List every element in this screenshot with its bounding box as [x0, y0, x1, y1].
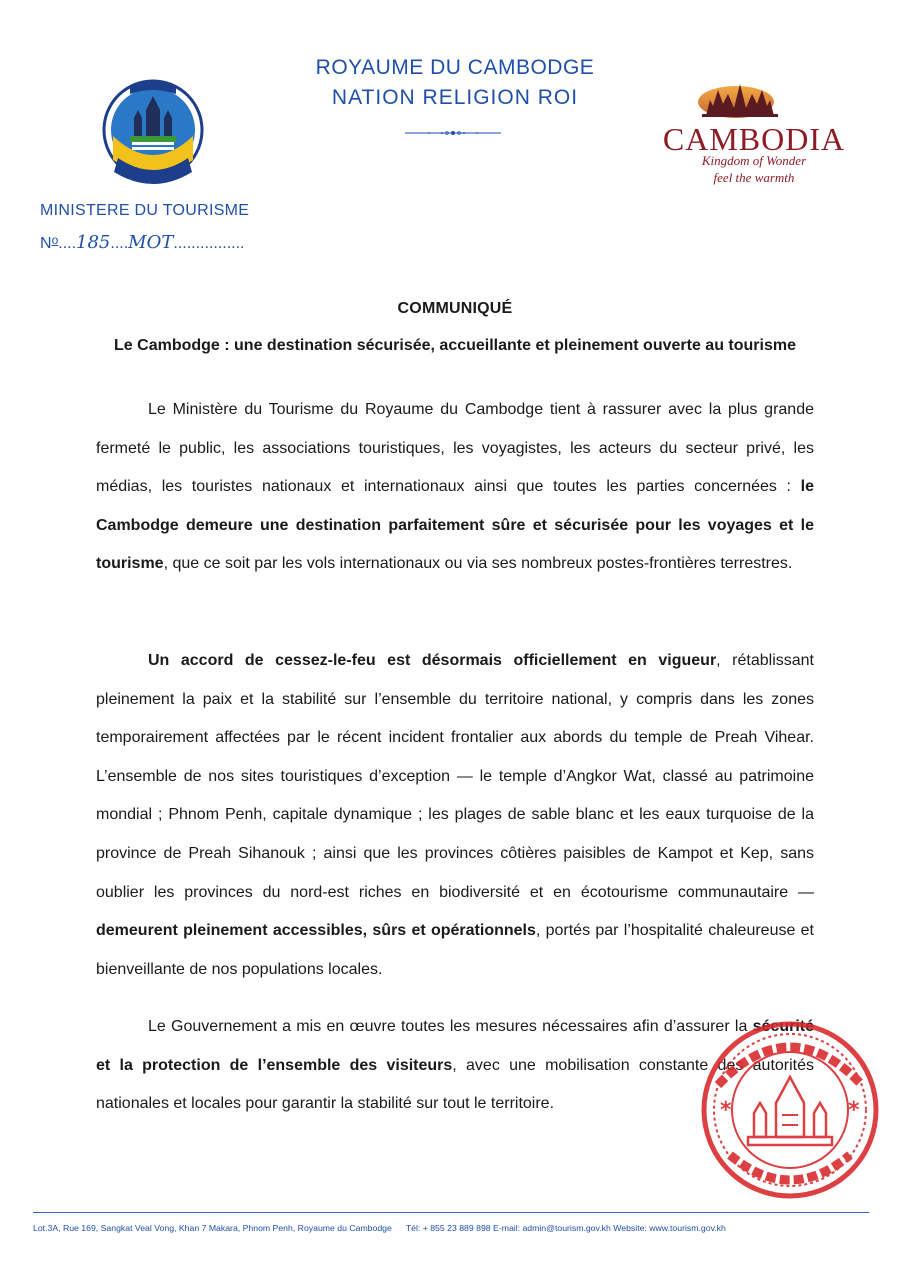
- p3-text-a: Le Gouvernement a mis en œuvre toutes les mesures nécessaires afin d’assurer la: [148, 1018, 753, 1035]
- ref-dots-3: ................: [173, 235, 245, 252]
- p1-text-a: Le Ministère du Tourisme du Royaume du Cambodge tient à rassurer avec la plus grande fermeté le public, les associations touristiques, les voyagistes, les acteurs du secteur privé, les médias, les touristes nationaux et internationaux ainsi que toutes les parties concernées :: [96, 401, 814, 496]
- reference-number: [40, 232, 245, 253]
- p1-text-c: , que ce soit par les vols internationaux ou via ses nombreux postes-frontières terrestres.: [163, 555, 793, 573]
- p2-text-d: , portés par l’hospitalité chaleureuse et bienveillante de nos populations locales.: [96, 922, 815, 978]
- document-title: COMMUNIQUÉ: [397, 300, 513, 317]
- p2-bold-a: Un accord de cessez-le-feu est désormais officiellement en vigueur: [148, 652, 717, 669]
- p3-text-c: , avec une mobilisation constante des autorités nationales et locales pour garantir la stabilité sur tout le territoire.: [96, 1056, 815, 1113]
- kingdom-line-2: NATION RELIGION ROI: [331, 86, 579, 109]
- logo-tagline: Kingdom of Wonder: [701, 153, 807, 168]
- document-subtitle: Le Cambodge : une destination sécurisée, accueillante et pleinement ouverte au tourisme: [114, 337, 796, 354]
- p2-text-b: , rétablissant pleinement la paix et la stabilité sur l’ensemble du territoire national, y compris dans les zones temporairement affectées par le récent incident frontalier aux abords du temple de Preah Vihear. L’ensemble de nos sites touristiques d’exception — le temple d’Angkor Wat, classé au patrimoine mondial ; Phnom Penh, capitale dynamique ; les plages de sable blanc et les eaux turquoise de la province de Preah Sihanouk ; ainsi que les provinces côtières paisibles de Kampot et Kep, sans oublier les provinces du nord-est riches en biodiversité et en écotourisme communautaire —: [96, 652, 814, 901]
- svg-text:*: *: [848, 1098, 860, 1123]
- ref-code-handwritten: MOT: [128, 232, 174, 253]
- ministry-name: MINISTERE DU TOURISME: [40, 202, 250, 219]
- ministry-seal-logo: [100, 78, 206, 190]
- svg-text:*: *: [720, 1098, 732, 1123]
- kingdom-line-1: ROYAUME DU CAMBODGE: [315, 56, 595, 79]
- ref-dots-2: ....: [110, 235, 129, 252]
- p2-bold-c: demeurent pleinement accessibles, sûrs et opérationnels: [96, 922, 536, 940]
- ref-o: o: [51, 233, 59, 247]
- official-stamp: [690, 1015, 890, 1205]
- paragraph-1: [96, 391, 814, 584]
- ref-prefix: N: [40, 235, 52, 252]
- footer: [33, 1223, 873, 1233]
- ornamental-divider: [405, 127, 501, 139]
- ref-dots-1: ....: [58, 235, 77, 252]
- logo-wordmark: CAMBODIA: [662, 121, 846, 157]
- footer-divider: [33, 1212, 869, 1213]
- kingdom-heading: [260, 56, 650, 110]
- footer-contacts: Tél: + 855 23 889 898 E-mail: admin@tourism.gov.kh Website: www.tourism.gov.kh: [405, 1223, 726, 1233]
- p3-bold: sécurité et la protection de l’ensemble des visiteurs: [96, 1018, 814, 1074]
- footer-address: Lot.3A, Rue 169, Sangkat Veal Vong, Khan 7 Makara, Phnom Penh, Royaume du Cambodge: [33, 1223, 392, 1233]
- paragraph-2: [96, 642, 814, 989]
- p1-bold: le Cambodge demeure une destination parfaitement sûre et sécurisée pour les voyages et le tourisme: [96, 478, 814, 573]
- ref-number-handwritten: 185: [76, 232, 111, 253]
- logo-slogan: feel the warmth: [713, 170, 795, 185]
